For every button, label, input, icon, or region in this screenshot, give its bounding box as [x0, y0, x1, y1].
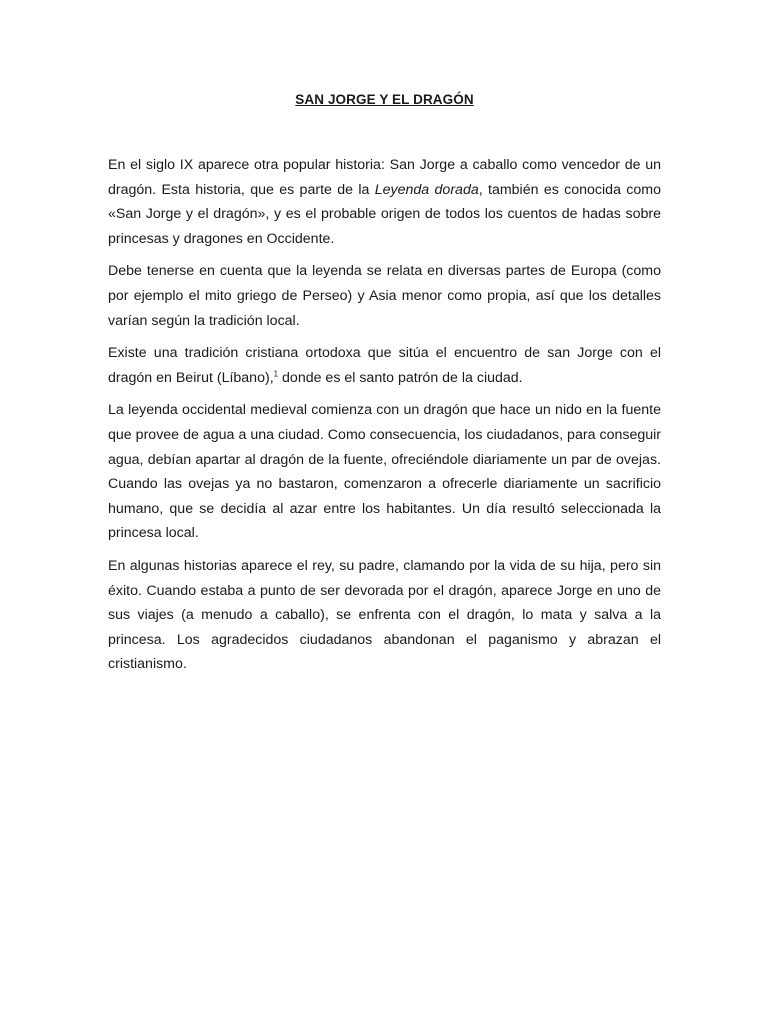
document-page [108, 92, 661, 685]
footnote-reference[interactable]: 1 [273, 369, 279, 379]
paragraph-1-text-start: En el siglo IX aparece otra popular historia: San Jorge a caballo como vencedor de un dragón. Esta historia, que es parte de la [108, 157, 661, 198]
paragraph-1-text-end: , también es conocida como «San Jorge y el dragón», y es el probable origen de todos los cuentos de hadas sobre princesas y dragones en Occidente. [108, 181, 661, 247]
paragraph-2: Debe tenerse en cuenta que la leyenda se relata en diversas partes de Europa (como por ejemplo el mito griego de Perseo) y Asia menor como propia, así que los detalles varían según la tradición local. [108, 263, 661, 329]
paragraph-3 [108, 341, 661, 390]
paragraph-3-text-end: donde es el santo patrón de la ciudad. [278, 369, 523, 386]
paragraph-3-text-start: Existe una tradición cristiana ortodoxa que sitúa el encuentro de san Jorge con el dragón en Beirut (Líbano), [108, 345, 661, 386]
paragraph-5: En algunas historias aparece el rey, su padre, clamando por la vida de su hija, pero sin éxito. Cuando estaba a punto de ser devorada por el dragón, aparece Jorge en uno de sus viajes (a menudo a caballo), se enfrenta con el dragón, lo mata y salva a la princesa. Los agradecidos ciudadanos abandonan el paganismo y abrazan el cristianismo. [108, 557, 661, 673]
paragraph-1 [108, 153, 661, 251]
paragraph-4: La leyenda occidental medieval comienza con un dragón que hace un nido en la fuente que provee de agua a una ciudad. Como consecuencia, los ciudadanos, para conseguir agua, debían apartar al dragón de la fuente, ofreciéndole diariamente un par de ovejas. Cuando las ovejas ya no bastaron, comenzaron a ofrecerle diariamente un sacrificio humano, que se decidía al azar entre los habitantes. Un día resultó seleccionada la princesa local. [108, 402, 661, 542]
paragraph-1-italic-title: Leyenda dorada [374, 181, 479, 198]
document-title: SAN JORGE Y EL DRAGÓN [295, 92, 474, 107]
